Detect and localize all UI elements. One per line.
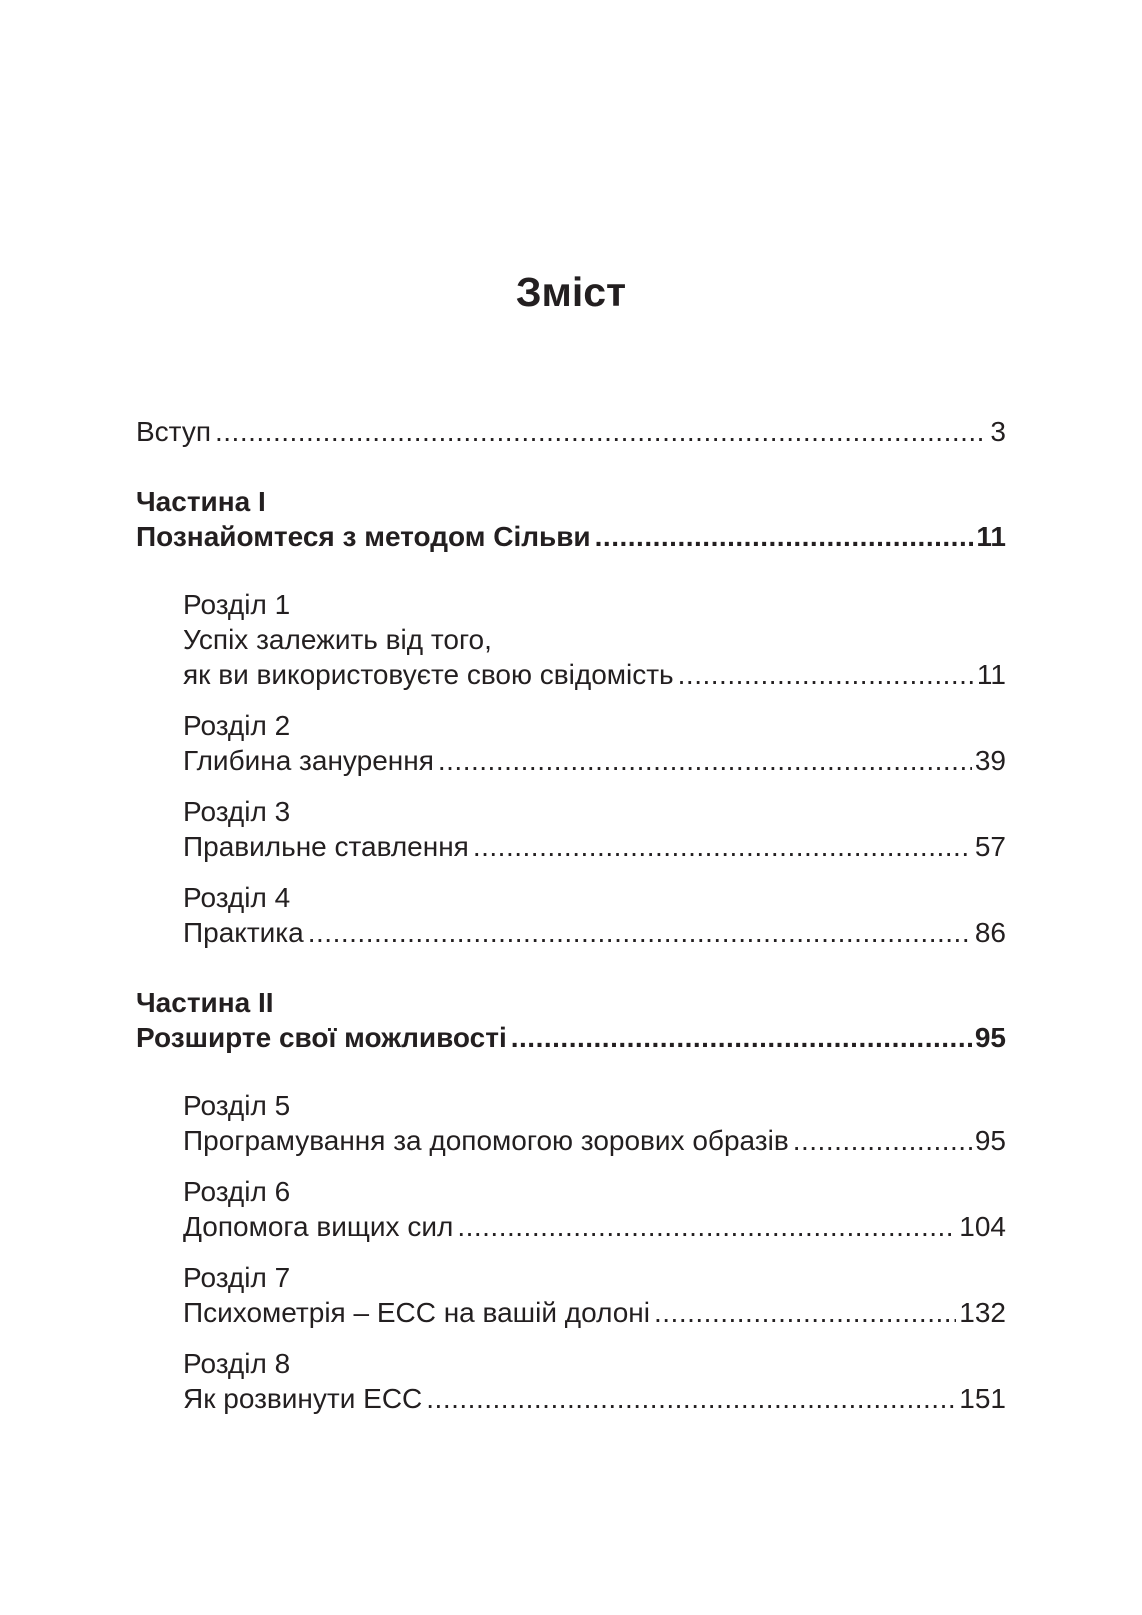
dot-leader (308, 915, 972, 950)
toc-entry-chapter-2[interactable] (136, 708, 1006, 778)
chapter-title-line: Психометрія – ЕСС на вашій долоні (183, 1297, 650, 1328)
dot-leader (457, 1209, 956, 1244)
chapter-label: Розділ 2 (183, 710, 291, 741)
chapter-label: Розділ 5 (183, 1090, 291, 1121)
toc-entry-chapter-3[interactable] (136, 794, 1006, 864)
chapter-label: Розділ 4 (183, 882, 291, 913)
toc-entry-chapter-6[interactable] (136, 1174, 1006, 1244)
dot-leader (438, 743, 972, 778)
chapter-title-line: Практика (183, 917, 304, 948)
chapter-label: Розділ 6 (183, 1176, 291, 1207)
table-of-contents (136, 414, 1006, 1416)
toc-entry-chapter-1[interactable] (136, 587, 1006, 692)
chapter-label: Розділ 1 (183, 589, 291, 620)
dot-leader (678, 657, 974, 692)
dot-leader (793, 1123, 972, 1158)
chapter-label: Розділ 8 (183, 1348, 291, 1379)
chapter-title-line: Глибина занурення (183, 745, 434, 776)
toc-page-number: 104 (959, 1211, 1006, 1242)
toc-entry-title: Розширте свої можливості (136, 1022, 507, 1053)
dot-leader (473, 829, 972, 864)
dot-leader (654, 1295, 956, 1330)
chapter-title-line: Програмування за допомогою зорових образів (183, 1125, 789, 1156)
toc-page-number: 3 (990, 416, 1006, 447)
toc-page-number: 86 (974, 917, 1006, 948)
toc-entry-chapter-8[interactable] (136, 1346, 1006, 1416)
chapter-label: Розділ 3 (183, 796, 291, 827)
dot-leader (426, 1381, 956, 1416)
toc-page-number: 132 (959, 1297, 1006, 1328)
toc-entry-chapter-7[interactable] (136, 1260, 1006, 1330)
dot-leader (215, 414, 987, 449)
toc-entry-chapter-5[interactable] (136, 1088, 1006, 1158)
page-title: Зміст (515, 269, 627, 315)
toc-page-number: 39 (974, 745, 1006, 776)
dot-leader (595, 519, 974, 554)
toc-page-number: 57 (974, 831, 1006, 862)
chapter-label: Розділ 7 (183, 1262, 291, 1293)
toc-entry-part-1[interactable] (136, 519, 1006, 554)
part-label: Частина II (136, 987, 274, 1018)
toc-page-number: 151 (959, 1383, 1006, 1414)
toc-page-number: 11 (976, 659, 1006, 690)
chapter-title-line: як ви використовуєте свою свідомість (183, 659, 674, 690)
toc-page-number: 95 (974, 1125, 1006, 1156)
chapter-title-line: Правильне ставлення (183, 831, 469, 862)
toc-entry-title: Вступ (136, 416, 211, 447)
toc-entry-title: Познайомтеся з методом Сільви (136, 521, 591, 552)
chapter-title-line: Успіх залежить від того, (183, 624, 492, 655)
dot-leader (511, 1020, 972, 1055)
toc-page-number: 11 (976, 521, 1006, 552)
chapter-title-line: Як розвинути ЕСС (183, 1383, 423, 1414)
chapter-title-line: Допомога вищих сил (183, 1211, 454, 1242)
toc-entry-chapter-4[interactable] (136, 880, 1006, 950)
part-label: Частина I (136, 486, 266, 517)
toc-entry-intro[interactable] (136, 414, 1006, 449)
toc-entry-part-2[interactable] (136, 1020, 1006, 1055)
toc-page-number: 95 (974, 1022, 1006, 1053)
